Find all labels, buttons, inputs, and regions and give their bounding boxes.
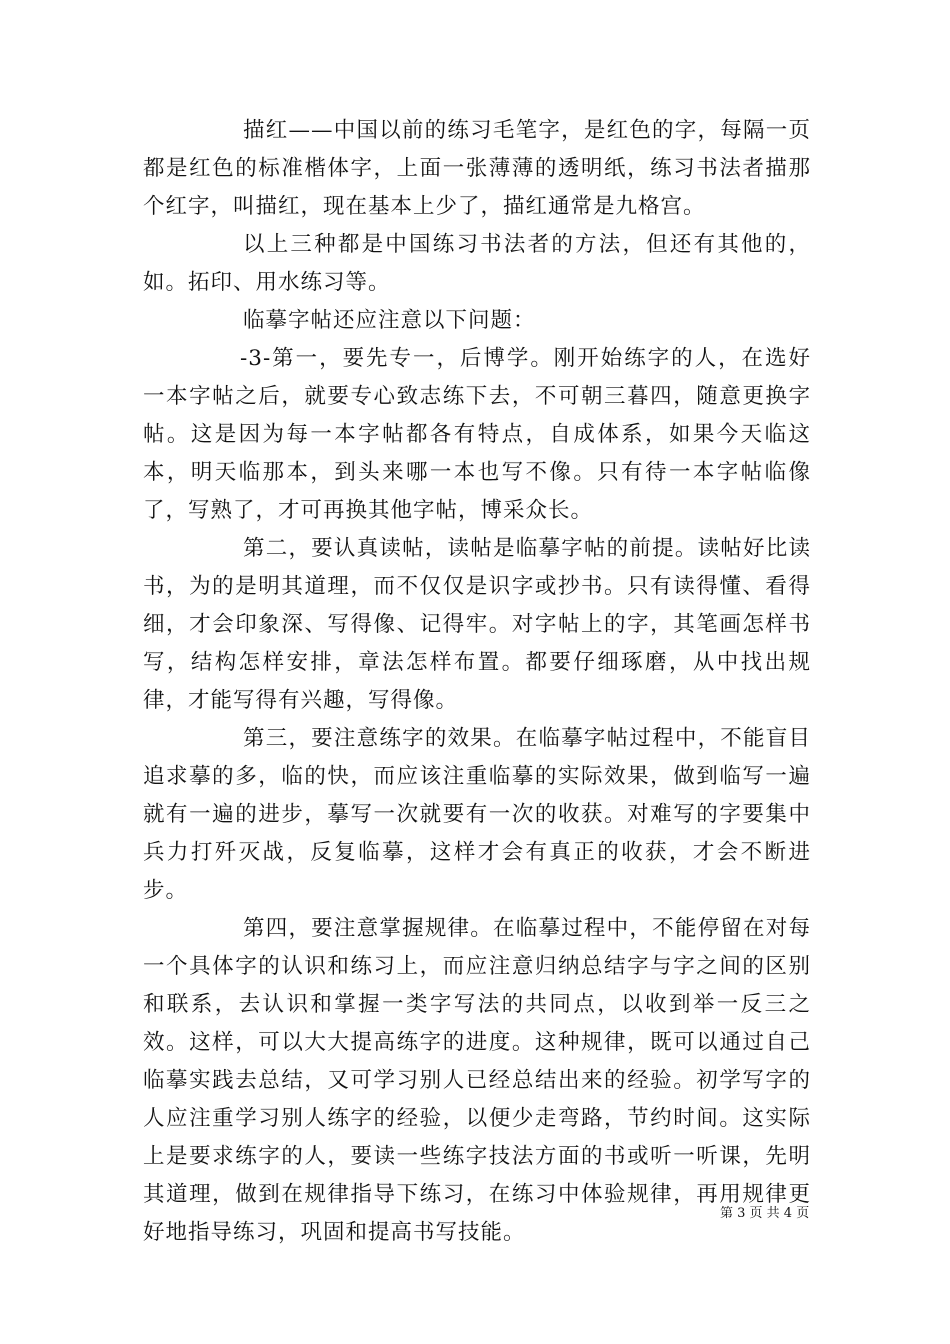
paragraph-issues-intro: 临摹字帖还应注意以下问题： xyxy=(243,308,536,333)
paragraph-point-three: 第三，要注意练字的效果。在临摹字帖过程中，不能盲目追求摹的多，临的快，而应该注重临摹的实际效果，做到临写一遍就有一遍的进步，摹写一次就要有一次的收获。对难写的字要集中兵力打歼灭战，反复临摹，这样才会有真正的收获，才会不断进步。 xyxy=(143,726,811,903)
paragraph-point-four: 第四，要注意掌握规律。在临摹过程中，不能停留在对每一个具体字的认识和练习上，而应注意归纳总结字与字之间的区别和联系，去认识和掌握一类字写法的共同点，以收到举一反三之效。这样，可以大大提高练字的进度。这种规律，既可以通过自己临摹实践去总结，又可学习别人已经总结出来的经验。初学写字的人应注重学习别人练字的经验，以便少走弯路，节约时间。这实际上是要求练字的人，要读一些练字技法方面的书或听一听课，先明其道理，做到在规律指导下练习，在练习中体验规律，再用规律更好地指导练习，巩固和提高书写技能。 xyxy=(143,916,811,1245)
paragraph-methods-summary: 以上三种都是中国练习书法者的方法，但还有其他的，如。拓印、用水练习等。 xyxy=(143,232,811,295)
page-number-footer: 第 3 页 共 4 页 xyxy=(720,1206,810,1221)
paragraph-point-one: -3-第一，要先专一，后博学。刚开始练字的人，在选好一本字帖之后，就要专心致志练下去，不可朝三暮四，随意更换字帖。这是因为每一本字帖都各有特点，自成体系，如果今天临这本，明天临那本，到头来哪一本也写不像。只有待一本字帖临像了，写熟了，才可再换其他字帖，博采众长。 xyxy=(143,346,811,523)
paragraph-point-two: 第二，要认真读帖，读帖是临摹字帖的前提。读帖好比读书，为的是明其道理，而不仅仅是识字或抄书。只有读得懂、看得细，才会印象深、写得像、记得牢。对字帖上的字，其笔画怎样书写，结构怎样安排，章法怎样布置。都要仔细琢磨，从中找出规律，才能写得有兴趣，写得像。 xyxy=(143,536,811,713)
paragraph-tracing: 描红——中国以前的练习毛笔字，是红色的字，每隔一页都是红色的标准楷体字，上面一张薄薄的透明纸，练习书法者描那个红字，叫描红，现在基本上少了，描红通常是九格宫。 xyxy=(143,118,811,219)
body-text xyxy=(143,112,811,1252)
